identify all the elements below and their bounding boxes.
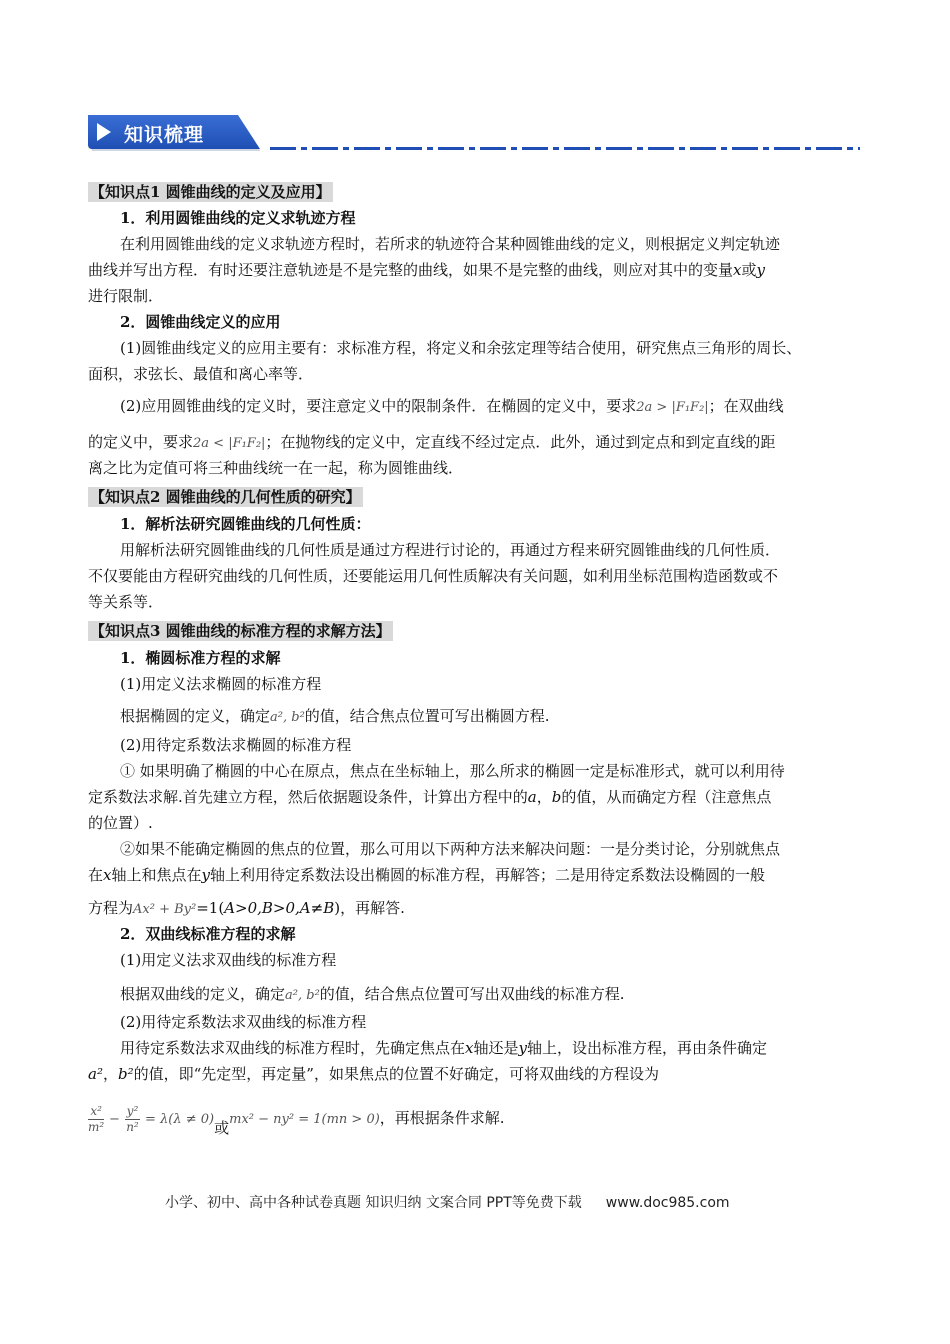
text-run: ， bbox=[102, 1065, 118, 1083]
paragraph-line: 的位置）. bbox=[88, 814, 153, 832]
heading-3-2: 2．双曲线标准方程的求解 bbox=[120, 925, 296, 943]
hyperbola-equation-line bbox=[88, 1100, 505, 1138]
minus-sign: − bbox=[108, 1112, 120, 1127]
paragraph-line: 在利用圆锥曲线的定义求轨迹方程时，若所求的轨迹符合某种圆锥曲线的定义，则根据定义判定轨迹 bbox=[120, 235, 781, 253]
text-run: 的定义中，要求 bbox=[88, 433, 194, 451]
text-run: 或 bbox=[741, 261, 757, 279]
paragraph-line bbox=[120, 396, 784, 418]
math-expression: 2a > |F₁F₂| bbox=[636, 400, 709, 415]
math-expression: a², b² bbox=[285, 988, 320, 1003]
paragraph-line bbox=[120, 706, 550, 728]
text-run: 的值，即“先定型，再定量”，如果焦点的位置不好确定，可将双曲线的方程设为 bbox=[133, 1065, 659, 1083]
banner-title: 知识梳理 bbox=[124, 124, 205, 146]
paragraph-line bbox=[88, 432, 775, 454]
math-expression: 2a < |F₁F₂| bbox=[193, 436, 266, 451]
heading-3-1: 1．椭圆标准方程的求解 bbox=[120, 649, 281, 667]
text-run: 根据椭圆的定义，确定 bbox=[120, 707, 271, 725]
section-banner bbox=[88, 115, 260, 153]
fraction-denominator: m² bbox=[88, 1119, 105, 1134]
page-footer bbox=[165, 1192, 730, 1212]
var-b: b bbox=[551, 788, 562, 806]
paragraph-line bbox=[88, 787, 771, 807]
text-run: ；在双曲线 bbox=[708, 397, 784, 415]
paragraph-line bbox=[88, 865, 765, 885]
paragraph-line: 等关系等． bbox=[88, 593, 164, 611]
text-run: 轴上和焦点在 bbox=[111, 866, 202, 884]
text-run: 轴上利用待定系数法设出椭圆的标准方程，再解答；二是用待定系数法设椭圆的一般 bbox=[209, 866, 765, 884]
section-header-2: 【知识点2 圆锥曲线的几何性质的研究】 bbox=[90, 488, 361, 506]
paragraph-line bbox=[88, 1064, 659, 1084]
text-run: 用待定系数法求双曲线的标准方程时，先确定焦点在 bbox=[120, 1039, 466, 1057]
text-run: ，再根据条件求解. bbox=[379, 1109, 505, 1127]
math-expression: = λ(λ ≠ 0) bbox=[145, 1112, 215, 1127]
paragraph-line: (2)用待定系数法求椭圆的标准方程 bbox=[120, 736, 352, 754]
section-header-1: 【知识点1 圆锥曲线的定义及应用】 bbox=[90, 183, 331, 201]
text-run: 轴还是 bbox=[473, 1039, 519, 1057]
paragraph-line: 用解析法研究圆锥曲线的几何性质是通过方程进行讨论的，再通过方程来研究圆锥曲线的几何性质． bbox=[120, 541, 781, 559]
text-run: 方程为 bbox=[88, 899, 134, 917]
heading-1-2: 2．圆锥曲线定义的应用 bbox=[120, 313, 281, 331]
dashed-divider bbox=[270, 147, 860, 150]
var-x: x bbox=[103, 866, 112, 884]
paragraph-line: (2)用待定系数法求双曲线的标准方程 bbox=[120, 1013, 367, 1031]
footer-url[interactable]: www.doc985.com bbox=[605, 1195, 730, 1211]
fraction-denominator: n² bbox=[126, 1119, 139, 1134]
text-run: )，再解答. bbox=[334, 899, 405, 917]
paragraph-line bbox=[120, 984, 625, 1006]
paragraph-line: 面积，求弦长、最值和离心率等． bbox=[88, 365, 314, 383]
text-run: =1( bbox=[196, 899, 225, 917]
fraction-x2-m2 bbox=[88, 1104, 104, 1135]
var-a: a bbox=[527, 788, 537, 806]
var-y: y bbox=[201, 866, 210, 884]
text-run: 的值，结合焦点位置可写出双曲线的标准方程. bbox=[319, 985, 625, 1003]
text-run: (2)应用圆锥曲线的定义时，要注意定义中的限制条件．在椭圆的定义中，要求 bbox=[120, 397, 637, 415]
section-header-3: 【知识点3 圆锥曲线的标准方程的求解方法】 bbox=[90, 622, 391, 640]
fraction-numerator: x² bbox=[88, 1104, 104, 1120]
text-run: ， bbox=[536, 788, 552, 806]
fraction-numerator: y² bbox=[126, 1103, 139, 1118]
fraction-y2-n2 bbox=[125, 1104, 141, 1135]
heading-1-1: 1．利用圆锥曲线的定义求轨迹方程 bbox=[120, 209, 356, 227]
paragraph-line bbox=[88, 260, 765, 280]
text-run: 根据双曲线的定义，确定 bbox=[120, 985, 286, 1003]
paragraph-line bbox=[120, 1038, 767, 1058]
footer-text: 小学、初中、高中各种试卷真题 知识归纳 文案合同 PPT等免费下载 bbox=[165, 1195, 582, 1211]
paragraph-line bbox=[88, 898, 405, 920]
text-run: 轴上，设出标准方程，再由条件确定 bbox=[526, 1039, 767, 1057]
paragraph-line: 不仅要能由方程研究曲线的几何性质，还要能运用几何性质解决有关问题，如利用坐标范围构造函数或不 bbox=[88, 567, 779, 585]
var-b-squared: b² bbox=[117, 1065, 134, 1083]
paragraph-line: (1)用定义法求双曲线的标准方程 bbox=[120, 951, 337, 969]
text-run: 的值，结合焦点位置可写出椭圆方程. bbox=[304, 707, 550, 725]
math-expression: Ax² + By² bbox=[133, 902, 197, 917]
var-y: y bbox=[756, 261, 765, 279]
paragraph-line: ① 如果明确了椭圆的中心在原点，焦点在坐标轴上，那么所求的椭圆一定是标准形式，就可以利用待 bbox=[120, 762, 785, 780]
paragraph-line: 进行限制． bbox=[88, 287, 164, 305]
paragraph-line: ②如果不能确定椭圆的焦点的位置，那么可用以下两种方法来解决问题：一是分类讨论，分别就焦点 bbox=[120, 840, 781, 858]
condition: A>0,B>0,A≠B bbox=[224, 899, 335, 917]
math-expression: mx² − ny² = 1(mn > 0) bbox=[229, 1112, 380, 1127]
play-arrow-icon bbox=[97, 123, 111, 141]
paragraph-line: (1)用定义法求椭圆的标准方程 bbox=[120, 675, 322, 693]
math-expression: a², b² bbox=[270, 710, 305, 725]
text-run: 在 bbox=[88, 866, 104, 884]
var-x: x bbox=[733, 261, 742, 279]
text-run: 定系数法求解.首先建立方程，然后依据题设条件，计算出方程中的 bbox=[88, 788, 528, 806]
text-run: 曲线并写出方程．有时还要注意轨迹是不是完整的曲线，如果不是完整的曲线，则应对其中的变量 bbox=[88, 261, 734, 279]
var-x: x bbox=[465, 1039, 474, 1057]
paragraph-line: (1)圆锥曲线定义的应用主要有：求标准方程，将定义和余弦定理等结合使用，研究焦点三角形的周长、 bbox=[120, 339, 802, 357]
text-run: ；在抛物线的定义中，定直线不经过定点．此外，通过到定点和到定直线的距 bbox=[265, 433, 776, 451]
text-run: 或 bbox=[214, 1119, 230, 1137]
var-y: y bbox=[518, 1039, 527, 1057]
heading-2-1: 1．解析法研究圆锥曲线的几何性质： bbox=[120, 515, 371, 533]
var-a-squared: a² bbox=[88, 1065, 103, 1083]
text-run: 的值，从而确定方程（注意焦点 bbox=[561, 788, 772, 806]
paragraph-line: 离之比为定值可将三种曲线统一在一起，称为圆锥曲线． bbox=[88, 459, 464, 477]
